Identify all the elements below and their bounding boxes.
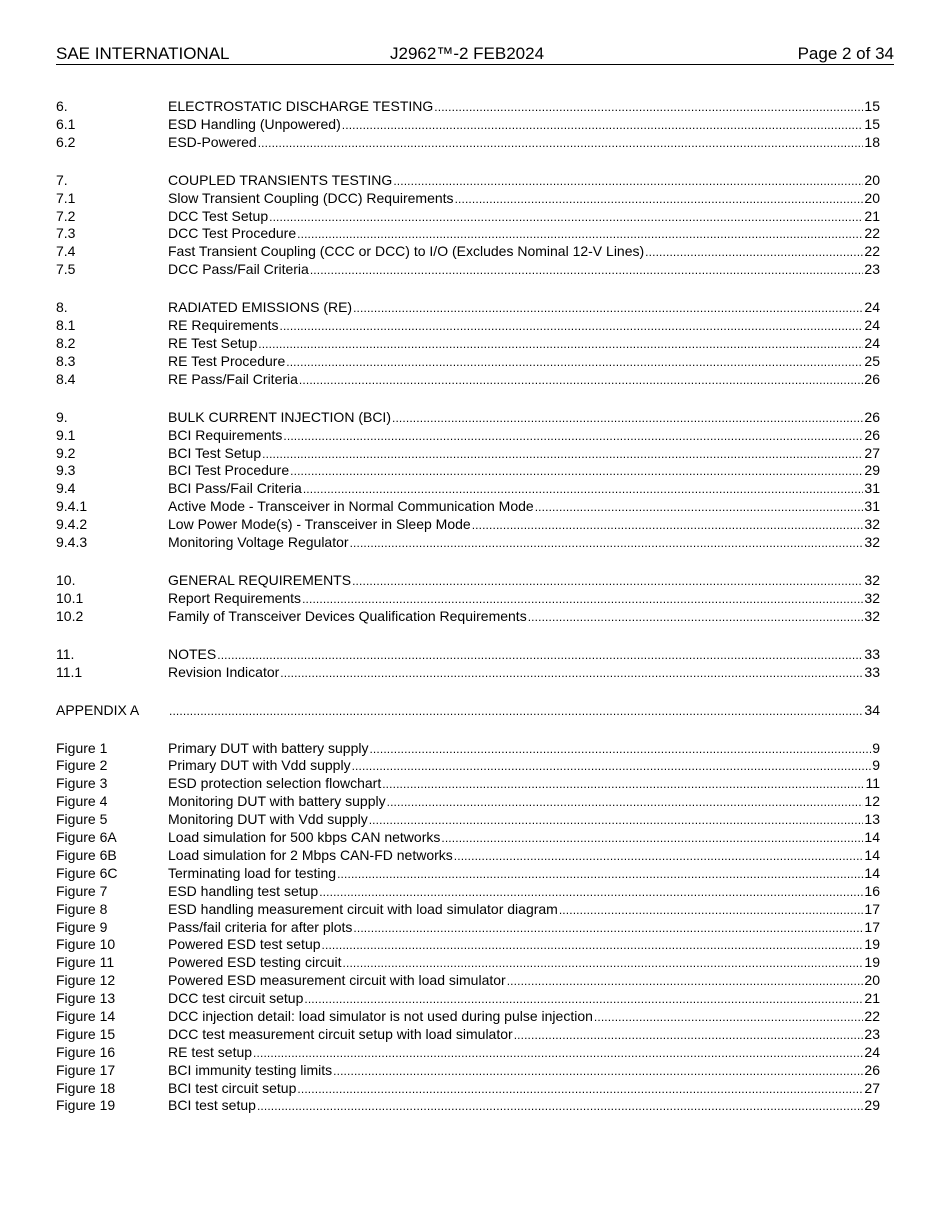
toc-entry[interactable]	[56, 1080, 880, 1098]
toc-entry[interactable]	[56, 1026, 880, 1044]
dot-leader	[303, 480, 864, 499]
toc-entry-line	[168, 757, 880, 776]
toc-entry-number: Figure 18	[56, 1079, 116, 1096]
toc-entry-number: Figure 2	[56, 757, 108, 774]
toc-entry-number: Figure 6A	[56, 829, 117, 846]
toc-entry[interactable]	[56, 1008, 880, 1026]
dot-leader	[352, 572, 863, 591]
toc-entry-page: 26	[864, 1061, 880, 1078]
toc-entry-line	[168, 919, 880, 938]
toc-entry-title: RE Requirements	[168, 317, 279, 334]
toc-entry-title: Primary DUT with battery supply	[168, 739, 369, 756]
toc-entry-title: Monitoring DUT with Vdd supply	[168, 811, 368, 828]
dot-leader	[352, 757, 872, 776]
toc-entry[interactable]	[56, 865, 880, 883]
toc-entry-line	[168, 317, 880, 336]
toc-entry-number: 10.	[56, 571, 76, 588]
toc-entry-line	[168, 480, 880, 499]
toc-entry-line	[168, 261, 880, 280]
toc-entry-title: BCI Requirements	[168, 426, 283, 443]
dot-leader	[253, 1044, 863, 1063]
dot-leader	[297, 1080, 863, 1099]
toc-entry-page: 32	[864, 607, 880, 624]
toc-entry[interactable]	[56, 702, 880, 720]
toc-entry-number: 8.1	[56, 317, 76, 334]
toc-entry-page: 27	[864, 1079, 880, 1096]
dot-leader	[472, 516, 864, 535]
toc-entry-number: 9.4.3	[56, 533, 88, 550]
toc-entry-number: 7.1	[56, 189, 76, 206]
toc-entry-line	[168, 299, 880, 318]
toc-entry-number: Figure 3	[56, 775, 108, 792]
dot-leader	[169, 702, 863, 721]
toc-entry-page: 33	[864, 645, 880, 662]
toc-entry-line	[168, 1044, 880, 1063]
dot-leader	[304, 990, 863, 1009]
dot-leader	[258, 134, 864, 153]
toc-entry-number: Figure 10	[56, 936, 116, 953]
toc-entry-line	[168, 1026, 880, 1045]
dot-leader	[310, 261, 864, 280]
toc-entry-page: 23	[864, 1025, 880, 1042]
toc-entry-page: 20	[864, 972, 880, 989]
toc-entry-page: 31	[864, 480, 880, 497]
toc-entry-line	[168, 353, 880, 372]
toc-entry-page: 15	[864, 98, 880, 114]
toc-entry-number: Figure 6B	[56, 846, 117, 863]
dot-leader	[337, 865, 863, 884]
toc-entry[interactable]	[56, 98, 880, 116]
toc-entry-title: DCC Test Setup	[168, 207, 269, 224]
toc-entry-line	[168, 190, 880, 209]
toc-entry-title: Powered ESD test setup	[168, 936, 321, 953]
toc-entry-page: 33	[864, 663, 880, 680]
toc-entry-number: Figure 12	[56, 972, 116, 989]
toc-entry[interactable]	[56, 134, 880, 152]
toc-entry-line	[168, 98, 880, 117]
toc-entry-title: ESD protection selection flowchart	[168, 775, 382, 792]
toc-entry[interactable]	[56, 190, 880, 208]
toc-entry-title: BCI Test Procedure	[168, 462, 290, 479]
toc-entry-title: DCC Test Procedure	[168, 225, 297, 242]
dot-leader	[353, 299, 863, 318]
toc-entry-title: Monitoring Voltage Regulator	[168, 533, 349, 550]
toc-entry-line	[168, 534, 880, 553]
toc-entry[interactable]	[56, 534, 880, 552]
toc-entry-number: 7.3	[56, 225, 76, 242]
toc-entry-number: 6.1	[56, 115, 76, 132]
toc-entry-page: 24	[864, 317, 880, 334]
toc-entry-page: 32	[864, 533, 880, 550]
toc-entry[interactable]	[56, 261, 880, 279]
toc-entry-title: COUPLED TRANSIENTS TESTING	[168, 171, 393, 188]
toc-entry-number: 8.	[56, 299, 68, 316]
toc-entry-page: 15	[864, 115, 880, 132]
toc-entry[interactable]	[56, 299, 880, 317]
page-header	[56, 44, 894, 65]
toc-entry-title: Report Requirements	[168, 589, 302, 606]
toc-entry[interactable]	[56, 462, 880, 480]
toc-entry-line	[168, 116, 880, 135]
toc-entry[interactable]	[56, 829, 880, 847]
toc-entry-number: Figure 4	[56, 793, 108, 810]
toc-entry-page: 9	[872, 757, 880, 774]
toc-entry-line	[168, 901, 880, 920]
toc-entry-page: 19	[864, 954, 880, 971]
toc-entry-line	[168, 811, 880, 830]
dot-leader	[319, 883, 863, 902]
toc-entry-number: 9.4	[56, 480, 76, 497]
dot-leader	[343, 954, 864, 973]
toc-entry-page: 32	[864, 571, 880, 588]
dot-leader	[387, 793, 864, 812]
toc-entry[interactable]	[56, 990, 880, 1008]
toc-entry-page: 29	[864, 1097, 880, 1114]
toc-entry[interactable]	[56, 208, 880, 226]
toc-entry-number: 9.	[56, 408, 68, 425]
toc-entry-page: 25	[864, 352, 880, 369]
toc-entry-title: Powered ESD testing circuit	[168, 954, 342, 971]
toc-entry[interactable]	[56, 445, 880, 463]
toc-entry-title: DCC Pass/Fail Criteria	[168, 261, 309, 278]
toc-entry-line	[168, 335, 880, 354]
toc-entry-number: 7.5	[56, 261, 76, 278]
toc-entry-line	[168, 664, 880, 683]
toc-entry-title: BCI Test Setup	[168, 444, 262, 461]
toc-entry-number: Figure 15	[56, 1025, 116, 1042]
toc-entry-page: 32	[864, 516, 880, 533]
toc-entry-page: 18	[864, 133, 880, 150]
dot-leader	[369, 811, 864, 830]
toc-entry[interactable]	[56, 608, 880, 626]
toc-entry-number: Figure 16	[56, 1043, 116, 1060]
toc-entry-number: 8.3	[56, 352, 76, 369]
toc-entry-line	[168, 243, 880, 262]
toc-entry-page: 17	[864, 900, 880, 917]
toc-entry-title: Terminating load for testing	[168, 864, 337, 881]
dot-leader	[302, 590, 863, 609]
toc-entry-title: RE Test Setup	[168, 334, 258, 351]
dot-leader	[645, 243, 863, 262]
toc-entry-title: ESD handling measurement circuit with load simulator diagram	[168, 900, 558, 917]
toc-entry-number: 11.	[56, 645, 75, 662]
toc-entry-number: Figure 17	[56, 1061, 116, 1078]
toc-entry-page: 9	[872, 739, 880, 756]
toc-entry-number: APPENDIX A	[56, 701, 140, 718]
toc-entry-number: 6.	[56, 98, 68, 114]
toc-entry-number: Figure 13	[56, 990, 116, 1007]
toc-entry[interactable]	[56, 883, 880, 901]
toc-entry-number: 7.2	[56, 207, 76, 224]
toc-entry[interactable]	[56, 317, 880, 335]
toc-entry-title: Fast Transient Coupling (CCC or DCC) to I/O (Excludes Nominal 12-V Lines)	[168, 243, 645, 260]
dot-leader	[257, 1097, 863, 1116]
toc-entry-number: Figure 19	[56, 1097, 116, 1114]
toc-entry-title: ESD Handling (Unpowered)	[168, 115, 341, 132]
toc-entry-title: DCC injection detail: load simulator is not used during pulse injection	[168, 1007, 593, 1024]
dot-leader	[262, 445, 863, 464]
toc-entry[interactable]	[56, 646, 880, 664]
toc-entry-number: Figure 7	[56, 882, 108, 899]
toc-entry-title: RE Test Procedure	[168, 352, 286, 369]
toc-entry-page: 22	[864, 1007, 880, 1024]
toc-entry-number: Figure 14	[56, 1007, 116, 1024]
toc-entry-line	[168, 972, 880, 991]
toc-entry[interactable]	[56, 427, 880, 445]
toc-entry[interactable]	[56, 664, 880, 682]
toc-entry[interactable]	[56, 847, 880, 865]
toc-entry-title: Load simulation for 2 Mbps CAN-FD networks	[168, 846, 453, 863]
toc-entry-page: 12	[864, 793, 880, 810]
toc-entry[interactable]	[56, 1097, 880, 1115]
toc-entry-line	[168, 172, 880, 191]
toc-entry-page: 27	[864, 444, 880, 461]
toc-entry-number: 10.1	[56, 589, 84, 606]
dot-leader	[217, 646, 863, 665]
dot-leader	[507, 972, 864, 991]
dot-leader	[393, 172, 863, 191]
toc-entry-title: BCI immunity testing limits	[168, 1061, 333, 1078]
toc-entry-title: BCI test setup	[168, 1097, 256, 1114]
dot-leader	[290, 462, 863, 481]
dot-leader	[454, 847, 864, 866]
toc-entry[interactable]	[56, 740, 880, 758]
toc-entry-line	[168, 1080, 880, 1099]
toc-entry-title: BCI test circuit setup	[168, 1079, 297, 1096]
toc-entry-number: 9.4.1	[56, 498, 88, 515]
toc-entry-page: 26	[864, 426, 880, 443]
toc-entry-line	[168, 134, 880, 153]
toc-entry-title: Family of Transceiver Devices Qualification Requirements	[168, 607, 527, 624]
toc-entry[interactable]	[56, 919, 880, 937]
dot-leader	[594, 1008, 864, 1027]
toc-entry-title: DCC test circuit setup	[168, 990, 304, 1007]
toc-entry-page: 31	[864, 498, 880, 515]
toc-entry[interactable]	[56, 243, 880, 261]
dot-leader	[455, 190, 864, 209]
toc-entry-number: 7.4	[56, 243, 76, 260]
publisher-name: SAE INTERNATIONAL	[56, 44, 230, 63]
toc-entry-title: RE test setup	[168, 1043, 253, 1060]
dot-leader	[299, 371, 864, 390]
toc-entry-number: 9.4.2	[56, 516, 88, 533]
toc-entry-page: 24	[864, 334, 880, 351]
toc-entry-line	[168, 445, 880, 464]
toc-entry-page: 21	[864, 990, 880, 1007]
dot-leader	[535, 498, 864, 517]
toc-entry-page: 24	[864, 1043, 880, 1060]
toc-entry[interactable]	[56, 172, 880, 190]
toc-entry-title: Low Power Mode(s) - Transceiver in Sleep Mode	[168, 516, 471, 533]
page-number: Page 2 of 34	[797, 44, 894, 63]
toc-entry-title: RADIATED EMISSIONS (RE)	[168, 299, 353, 316]
document-id: J2962™-2 FEB2024	[390, 44, 545, 63]
toc-entry-number: Figure 1	[56, 739, 108, 756]
toc-entry-page: 24	[864, 299, 880, 316]
toc-entry-number: 9.2	[56, 444, 76, 461]
toc-entry-line	[168, 427, 880, 446]
toc-entry[interactable]	[56, 901, 880, 919]
toc-entry-line	[168, 847, 880, 866]
toc-entry-line	[168, 208, 880, 227]
toc-entry-number: 8.2	[56, 334, 76, 351]
toc-entry-number: Figure 6C	[56, 864, 118, 881]
toc-entry-line	[168, 883, 880, 902]
dot-leader	[283, 427, 863, 446]
toc-entry-title: Pass/fail criteria for after plots	[168, 918, 353, 935]
toc-entry-line	[168, 646, 880, 665]
toc-entry-page: 29	[864, 462, 880, 479]
dot-leader	[528, 608, 864, 627]
toc-entry-title: Slow Transient Coupling (DCC) Requirements	[168, 189, 454, 206]
toc-entry-title: Load simulation for 500 kbps CAN networks	[168, 829, 441, 846]
toc-entry-number: 9.1	[56, 426, 76, 443]
dot-leader	[333, 1062, 863, 1081]
toc-entry-page: 17	[864, 918, 880, 935]
toc-entry-line	[168, 1062, 880, 1081]
toc-entry-line	[168, 225, 880, 244]
toc-entry-page: 11	[865, 775, 880, 792]
dot-leader	[286, 353, 863, 372]
toc-entry[interactable]	[56, 353, 880, 371]
dot-leader	[353, 919, 863, 938]
toc-entry-page: 22	[864, 225, 880, 242]
dot-leader	[369, 740, 871, 759]
toc-entry-line	[168, 740, 880, 759]
toc-entry-number: Figure 11	[56, 954, 115, 971]
toc-entry[interactable]	[56, 590, 880, 608]
toc-entry-line	[168, 462, 880, 481]
toc-entry-line	[168, 572, 880, 591]
toc-entry-line	[168, 775, 880, 794]
toc-entry-line	[168, 371, 880, 390]
toc-entry-title: Powered ESD measurement circuit with load simulator	[168, 972, 506, 989]
toc-entry-line	[168, 702, 880, 721]
toc-entry-page: 19	[864, 936, 880, 953]
toc-entry-page: 14	[864, 864, 880, 881]
toc-entry-number: 10.2	[56, 607, 84, 624]
toc-entry-page: 20	[864, 189, 880, 206]
toc-entry[interactable]	[56, 972, 880, 990]
toc-entry-page: 14	[864, 846, 880, 863]
dot-leader	[297, 225, 863, 244]
toc-entry-line	[168, 516, 880, 535]
toc-entry[interactable]	[56, 572, 880, 590]
toc-entry-title: NOTES	[168, 645, 217, 662]
toc-entry-line	[168, 954, 880, 973]
toc-entry-line	[168, 1008, 880, 1027]
toc-entry[interactable]	[56, 516, 880, 534]
toc-entry-title: BCI Pass/Fail Criteria	[168, 480, 302, 497]
toc-entry-title: BULK CURRENT INJECTION (BCI)	[168, 408, 391, 425]
dot-leader	[280, 664, 863, 683]
toc-entry-line	[168, 590, 880, 609]
dot-leader	[269, 208, 863, 227]
toc-entry-title: GENERAL REQUIREMENTS	[168, 571, 352, 588]
dot-leader	[382, 775, 864, 794]
toc-entry-number: Figure 5	[56, 811, 108, 828]
toc-entry-number: 11.1	[56, 663, 83, 680]
toc-entry[interactable]	[56, 793, 880, 811]
toc-entry-page: 34	[864, 701, 880, 718]
toc-entry-number: 6.2	[56, 133, 76, 150]
toc-entry-line	[168, 990, 880, 1009]
dot-leader	[514, 1026, 864, 1045]
toc-entry[interactable]	[56, 335, 880, 353]
toc-entry-title: Monitoring DUT with battery supply	[168, 793, 386, 810]
toc-entry-page: 22	[864, 243, 880, 260]
toc-entry-page: 20	[864, 171, 880, 188]
toc-entry-title: ESD handling test setup	[168, 882, 319, 899]
toc-entry-line	[168, 865, 880, 884]
toc-entry-title: Primary DUT with Vdd supply	[168, 757, 351, 774]
dot-leader	[350, 534, 864, 553]
dot-leader	[434, 98, 863, 117]
dot-leader	[342, 116, 864, 135]
toc-entry-page: 32	[864, 589, 880, 606]
toc-entry[interactable]	[56, 1062, 880, 1080]
toc-entry[interactable]	[56, 1044, 880, 1062]
dot-leader	[559, 901, 864, 920]
toc-entry[interactable]	[56, 757, 880, 775]
toc-entry-page: 26	[864, 370, 880, 387]
toc-entry-title: RE Pass/Fail Criteria	[168, 370, 298, 387]
toc-entry-title: ELECTROSTATIC DISCHARGE TESTING	[168, 98, 434, 114]
toc-entry[interactable]	[56, 775, 880, 793]
toc-entry-number: 9.3	[56, 462, 76, 479]
toc-entry-number: 8.4	[56, 370, 76, 387]
toc-entry[interactable]	[56, 498, 880, 516]
toc-entry-title: ESD-Powered	[168, 133, 257, 150]
toc-entry[interactable]	[56, 480, 880, 498]
table-of-contents	[56, 98, 880, 1115]
toc-entry-number: Figure 8	[56, 900, 108, 917]
toc-entry-page: 16	[864, 882, 880, 899]
toc-entry-line	[168, 793, 880, 812]
dot-leader	[258, 335, 863, 354]
toc-entry[interactable]	[56, 811, 880, 829]
dot-leader	[392, 409, 863, 428]
toc-entry-line	[168, 829, 880, 848]
dot-leader	[280, 317, 864, 336]
toc-entry-number: Figure 9	[56, 918, 108, 935]
toc-entry-line	[168, 1097, 880, 1116]
toc-entry-number: 7.	[56, 171, 68, 188]
toc-entry-page: 21	[864, 207, 880, 224]
toc-entry-title: Revision Indicator	[168, 663, 280, 680]
toc-entry-line	[168, 409, 880, 428]
toc-entry-line	[168, 608, 880, 627]
toc-entry-page: 14	[864, 829, 880, 846]
toc-entry[interactable]	[56, 954, 880, 972]
dot-leader	[441, 829, 863, 848]
toc-entry[interactable]	[56, 225, 880, 243]
dot-leader	[322, 936, 864, 955]
toc-entry-line	[168, 936, 880, 955]
toc-entry-page: 23	[864, 261, 880, 278]
toc-entry[interactable]	[56, 936, 880, 954]
toc-entry-page: 26	[864, 408, 880, 425]
toc-entry[interactable]	[56, 371, 880, 389]
toc-entry[interactable]	[56, 116, 880, 134]
toc-entry[interactable]	[56, 409, 880, 427]
toc-entry-page: 13	[864, 811, 880, 828]
toc-entry-line	[168, 498, 880, 517]
toc-entry-title: Active Mode - Transceiver in Normal Communication Mode	[168, 498, 534, 515]
toc-entry-title: DCC test measurement circuit setup with load simulator	[168, 1025, 513, 1042]
